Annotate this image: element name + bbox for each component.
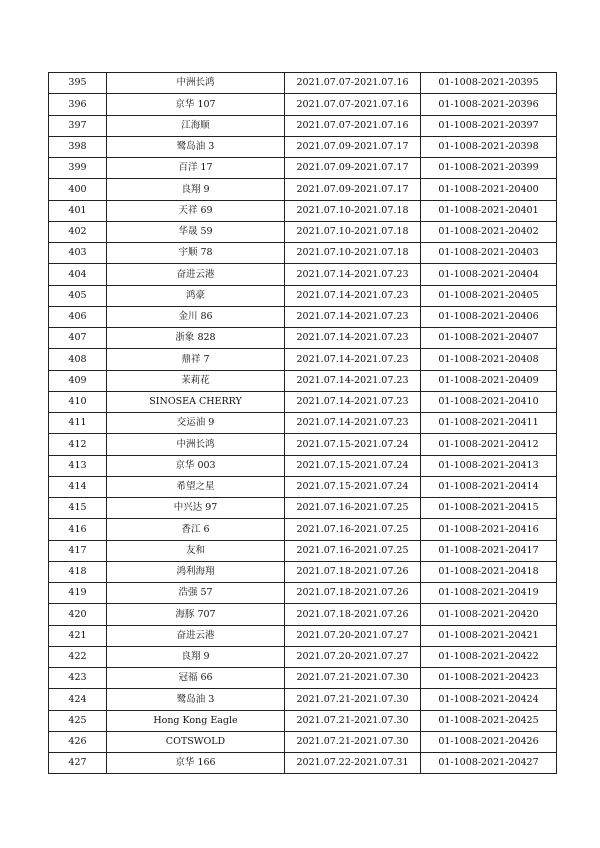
validity-period-cell: 2021.07.15-2021.07.24 [285, 434, 421, 455]
ship-name-cell: 中洲长鸿 [107, 434, 285, 455]
ship-name-cell: 浙象 828 [107, 328, 285, 349]
table-row [49, 498, 557, 519]
ship-name-cell: 中兴达 97 [107, 498, 285, 519]
table-row [49, 604, 557, 625]
certificate-number-cell: 01-1008-2021-20422 [421, 646, 557, 667]
validity-period-cell: 2021.07.14-2021.07.23 [285, 264, 421, 285]
records-table [48, 72, 557, 774]
validity-period-cell: 2021.07.21-2021.07.30 [285, 689, 421, 710]
ship-name-cell: 奋进云港 [107, 264, 285, 285]
row-number-cell: 414 [49, 476, 107, 497]
ship-name-cell: 茉莉花 [107, 370, 285, 391]
certificate-number-cell: 01-1008-2021-20397 [421, 115, 557, 136]
certificate-number-cell: 01-1008-2021-20407 [421, 328, 557, 349]
table-row [49, 94, 557, 115]
row-number-cell: 398 [49, 136, 107, 157]
validity-period-cell: 2021.07.18-2021.07.26 [285, 583, 421, 604]
validity-period-cell: 2021.07.15-2021.07.24 [285, 476, 421, 497]
certificate-number-cell: 01-1008-2021-20400 [421, 179, 557, 200]
table-row [49, 455, 557, 476]
certificate-number-cell: 01-1008-2021-20398 [421, 136, 557, 157]
table-row [49, 243, 557, 264]
certificate-number-cell: 01-1008-2021-20404 [421, 264, 557, 285]
row-number-cell: 401 [49, 200, 107, 221]
row-number-cell: 395 [49, 73, 107, 94]
table-row [49, 200, 557, 221]
ship-name-cell: 百洋 17 [107, 158, 285, 179]
row-number-cell: 415 [49, 498, 107, 519]
certificate-number-cell: 01-1008-2021-20421 [421, 625, 557, 646]
table-row [49, 583, 557, 604]
validity-period-cell: 2021.07.16-2021.07.25 [285, 519, 421, 540]
ship-name-cell: 华晟 59 [107, 221, 285, 242]
table-row [49, 158, 557, 179]
ship-name-cell: 鹭岛油 3 [107, 136, 285, 157]
row-number-cell: 410 [49, 391, 107, 412]
certificate-number-cell: 01-1008-2021-20403 [421, 243, 557, 264]
row-number-cell: 412 [49, 434, 107, 455]
table-row [49, 753, 557, 774]
row-number-cell: 403 [49, 243, 107, 264]
ship-name-cell: 奋进云港 [107, 625, 285, 646]
validity-period-cell: 2021.07.15-2021.07.24 [285, 455, 421, 476]
row-number-cell: 419 [49, 583, 107, 604]
row-number-cell: 408 [49, 349, 107, 370]
certificate-number-cell: 01-1008-2021-20399 [421, 158, 557, 179]
certificate-number-cell: 01-1008-2021-20415 [421, 498, 557, 519]
certificate-number-cell: 01-1008-2021-20418 [421, 561, 557, 582]
table-row [49, 646, 557, 667]
table-row [49, 731, 557, 752]
row-number-cell: 409 [49, 370, 107, 391]
row-number-cell: 405 [49, 285, 107, 306]
validity-period-cell: 2021.07.09-2021.07.17 [285, 179, 421, 200]
table-row [49, 668, 557, 689]
table-row [49, 285, 557, 306]
certificate-number-cell: 01-1008-2021-20417 [421, 540, 557, 561]
certificate-number-cell: 01-1008-2021-20405 [421, 285, 557, 306]
row-number-cell: 424 [49, 689, 107, 710]
ship-name-cell: 天祥 69 [107, 200, 285, 221]
row-number-cell: 421 [49, 625, 107, 646]
validity-period-cell: 2021.07.09-2021.07.17 [285, 158, 421, 179]
ship-name-cell: 鹭岛油 3 [107, 689, 285, 710]
certificate-number-cell: 01-1008-2021-20408 [421, 349, 557, 370]
row-number-cell: 417 [49, 540, 107, 561]
table-row [49, 625, 557, 646]
certificate-number-cell: 01-1008-2021-20410 [421, 391, 557, 412]
ship-name-cell: 宇顺 78 [107, 243, 285, 264]
certificate-number-cell: 01-1008-2021-20413 [421, 455, 557, 476]
row-number-cell: 427 [49, 753, 107, 774]
ship-name-cell: 希望之星 [107, 476, 285, 497]
validity-period-cell: 2021.07.14-2021.07.23 [285, 285, 421, 306]
ship-name-cell: 鼎祥 7 [107, 349, 285, 370]
row-number-cell: 407 [49, 328, 107, 349]
validity-period-cell: 2021.07.14-2021.07.23 [285, 413, 421, 434]
validity-period-cell: 2021.07.18-2021.07.26 [285, 561, 421, 582]
certificate-number-cell: 01-1008-2021-20423 [421, 668, 557, 689]
validity-period-cell: 2021.07.21-2021.07.30 [285, 668, 421, 689]
certificate-number-cell: 01-1008-2021-20412 [421, 434, 557, 455]
certificate-number-cell: 01-1008-2021-20420 [421, 604, 557, 625]
validity-period-cell: 2021.07.14-2021.07.23 [285, 370, 421, 391]
records-table-body [49, 73, 557, 774]
ship-name-cell: 浩强 57 [107, 583, 285, 604]
row-number-cell: 418 [49, 561, 107, 582]
ship-name-cell: 金川 86 [107, 306, 285, 327]
ship-name-cell: 海豚 707 [107, 604, 285, 625]
row-number-cell: 423 [49, 668, 107, 689]
certificate-number-cell: 01-1008-2021-20406 [421, 306, 557, 327]
validity-period-cell: 2021.07.16-2021.07.25 [285, 540, 421, 561]
table-row [49, 413, 557, 434]
validity-period-cell: 2021.07.16-2021.07.25 [285, 498, 421, 519]
table-row [49, 73, 557, 94]
ship-name-cell: 香江 6 [107, 519, 285, 540]
table-row [49, 710, 557, 731]
validity-period-cell: 2021.07.07-2021.07.16 [285, 94, 421, 115]
validity-period-cell: 2021.07.07-2021.07.16 [285, 115, 421, 136]
table-row [49, 519, 557, 540]
certificate-number-cell: 01-1008-2021-20411 [421, 413, 557, 434]
ship-name-cell: 友和 [107, 540, 285, 561]
table-row [49, 221, 557, 242]
row-number-cell: 422 [49, 646, 107, 667]
validity-period-cell: 2021.07.14-2021.07.23 [285, 306, 421, 327]
row-number-cell: 399 [49, 158, 107, 179]
row-number-cell: 406 [49, 306, 107, 327]
validity-period-cell: 2021.07.07-2021.07.16 [285, 73, 421, 94]
ship-name-cell: 京华 003 [107, 455, 285, 476]
validity-period-cell: 2021.07.14-2021.07.23 [285, 328, 421, 349]
table-row [49, 136, 557, 157]
certificate-number-cell: 01-1008-2021-20426 [421, 731, 557, 752]
validity-period-cell: 2021.07.10-2021.07.18 [285, 200, 421, 221]
certificate-number-cell: 01-1008-2021-20419 [421, 583, 557, 604]
table-row [49, 476, 557, 497]
validity-period-cell: 2021.07.10-2021.07.18 [285, 221, 421, 242]
ship-name-cell: 鸿豪 [107, 285, 285, 306]
ship-name-cell: 江海顺 [107, 115, 285, 136]
validity-period-cell: 2021.07.21-2021.07.30 [285, 731, 421, 752]
validity-period-cell: 2021.07.22-2021.07.31 [285, 753, 421, 774]
table-row [49, 689, 557, 710]
ship-name-cell: COTSWOLD [107, 731, 285, 752]
certificate-number-cell: 01-1008-2021-20427 [421, 753, 557, 774]
row-number-cell: 411 [49, 413, 107, 434]
table-row [49, 179, 557, 200]
ship-name-cell: 良翔 9 [107, 179, 285, 200]
validity-period-cell: 2021.07.14-2021.07.23 [285, 391, 421, 412]
row-number-cell: 404 [49, 264, 107, 285]
table-row [49, 561, 557, 582]
row-number-cell: 425 [49, 710, 107, 731]
certificate-number-cell: 01-1008-2021-20425 [421, 710, 557, 731]
row-number-cell: 420 [49, 604, 107, 625]
ship-name-cell: 中洲长鸿 [107, 73, 285, 94]
row-number-cell: 416 [49, 519, 107, 540]
ship-name-cell: 冠福 66 [107, 668, 285, 689]
table-row [49, 370, 557, 391]
table-row [49, 540, 557, 561]
row-number-cell: 400 [49, 179, 107, 200]
validity-period-cell: 2021.07.20-2021.07.27 [285, 625, 421, 646]
table-row [49, 349, 557, 370]
row-number-cell: 413 [49, 455, 107, 476]
row-number-cell: 396 [49, 94, 107, 115]
certificate-number-cell: 01-1008-2021-20416 [421, 519, 557, 540]
validity-period-cell: 2021.07.21-2021.07.30 [285, 710, 421, 731]
validity-period-cell: 2021.07.18-2021.07.26 [285, 604, 421, 625]
validity-period-cell: 2021.07.14-2021.07.23 [285, 349, 421, 370]
table-row [49, 115, 557, 136]
ship-name-cell: SINOSEA CHERRY [107, 391, 285, 412]
table-row [49, 306, 557, 327]
row-number-cell: 402 [49, 221, 107, 242]
table-row [49, 434, 557, 455]
table-row [49, 391, 557, 412]
table-row [49, 264, 557, 285]
certificate-number-cell: 01-1008-2021-20409 [421, 370, 557, 391]
ship-name-cell: 京华 166 [107, 753, 285, 774]
certificate-number-cell: 01-1008-2021-20414 [421, 476, 557, 497]
ship-name-cell: 京华 107 [107, 94, 285, 115]
ship-name-cell: 交运油 9 [107, 413, 285, 434]
validity-period-cell: 2021.07.10-2021.07.18 [285, 243, 421, 264]
certificate-number-cell: 01-1008-2021-20401 [421, 200, 557, 221]
ship-name-cell: 鸿利海翔 [107, 561, 285, 582]
certificate-number-cell: 01-1008-2021-20396 [421, 94, 557, 115]
ship-name-cell: 良翔 9 [107, 646, 285, 667]
row-number-cell: 397 [49, 115, 107, 136]
certificate-number-cell: 01-1008-2021-20395 [421, 73, 557, 94]
certificate-number-cell: 01-1008-2021-20402 [421, 221, 557, 242]
certificate-number-cell: 01-1008-2021-20424 [421, 689, 557, 710]
validity-period-cell: 2021.07.20-2021.07.27 [285, 646, 421, 667]
ship-name-cell: Hong Kong Eagle [107, 710, 285, 731]
table-row [49, 328, 557, 349]
row-number-cell: 426 [49, 731, 107, 752]
validity-period-cell: 2021.07.09-2021.07.17 [285, 136, 421, 157]
